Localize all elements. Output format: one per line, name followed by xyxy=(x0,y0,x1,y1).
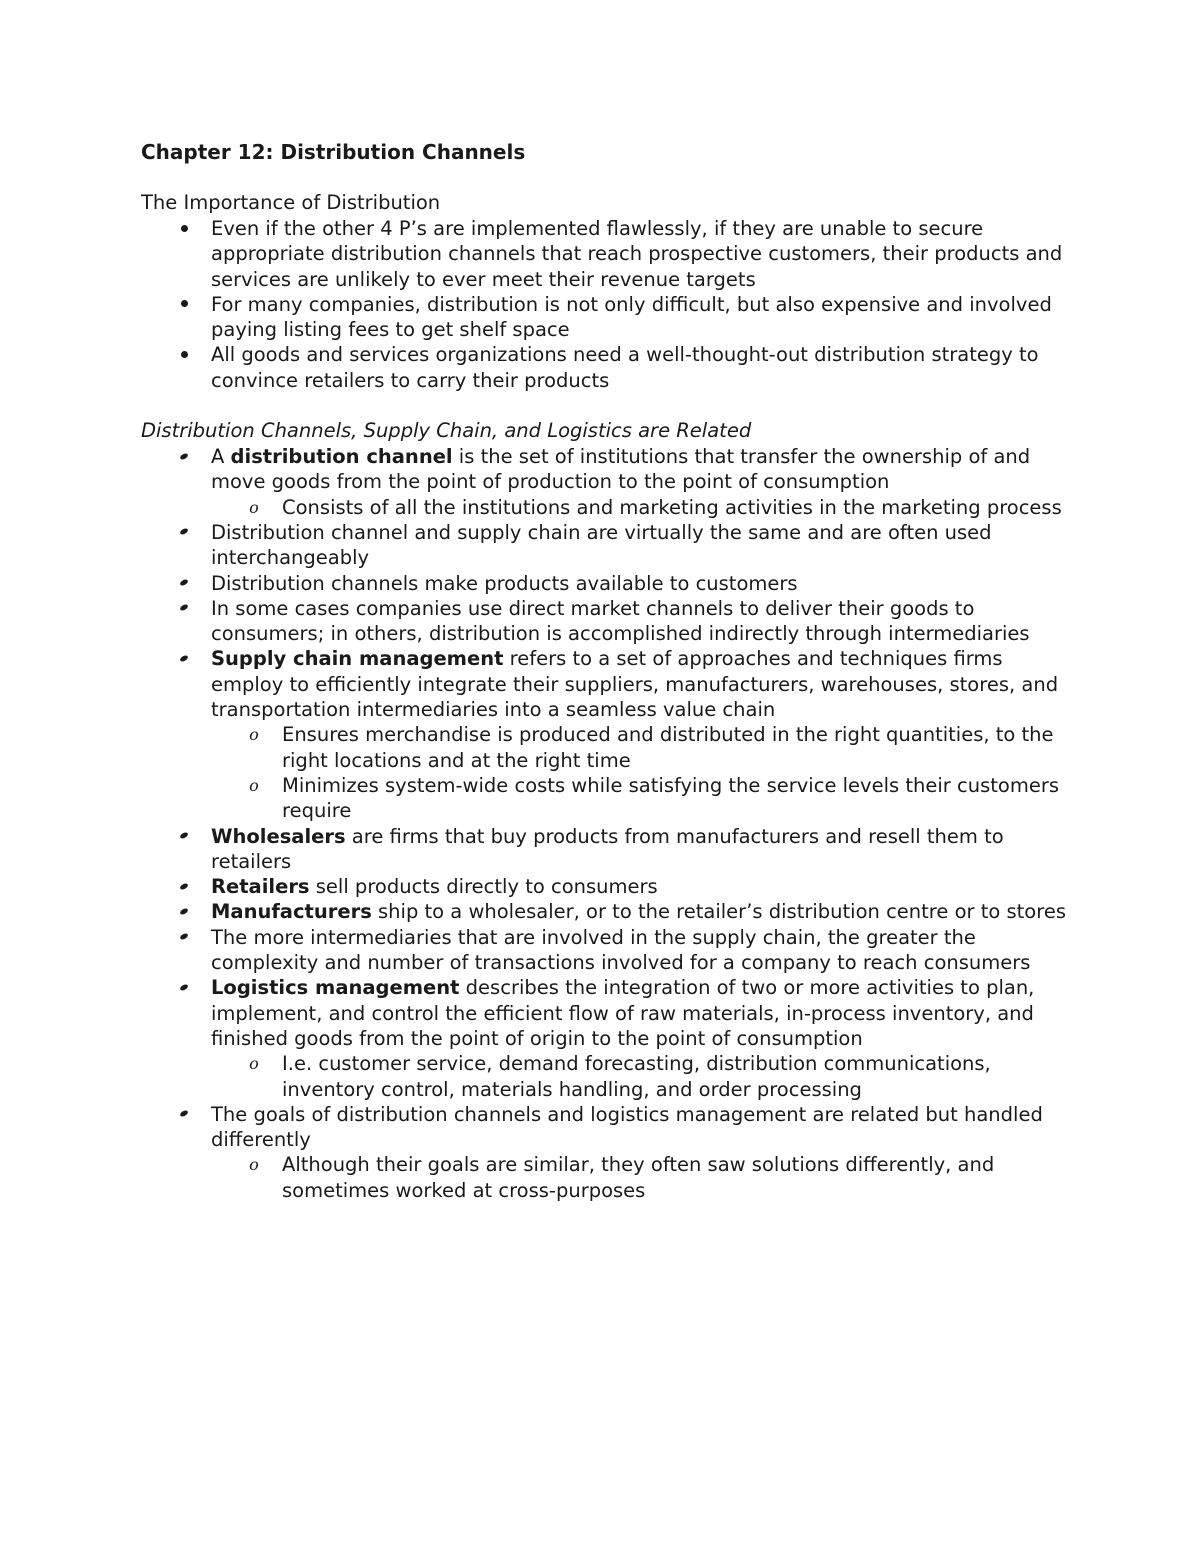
bullet-icon xyxy=(176,342,192,367)
section-heading-importance: The Importance of Distribution xyxy=(141,191,441,214)
sub-item-text: Ensures merchandise is produced and distributed in the right quantities, to the right locations and at the right time xyxy=(282,723,1054,772)
item-text: describes the integration of two or more activities to plan, implement, and control the efficient flow of raw materials, in-process inventory, and finished goods from the point of origin to the point of consumption xyxy=(211,976,1035,1050)
bullet-icon xyxy=(176,520,192,545)
item-text: is the set of institutions that transfer the ownership of and move goods from the point of production to the point of consumption xyxy=(211,445,1031,494)
bullet-icon xyxy=(176,899,192,924)
bullet-icon xyxy=(176,596,192,621)
sub-list xyxy=(211,495,1071,520)
list-item xyxy=(141,824,1071,875)
sub-bullet-icon: o xyxy=(249,497,259,517)
related-list xyxy=(141,444,1071,1203)
list-item xyxy=(141,899,1071,924)
list-item xyxy=(141,975,1071,1101)
sub-list-item xyxy=(211,773,1071,824)
page-title: Chapter 12: Distribution Channels xyxy=(141,140,526,164)
list-item xyxy=(141,520,1071,571)
sub-item-text: Minimizes system-wide costs while satisfying the service levels their customers require xyxy=(282,773,1059,823)
sub-list-item xyxy=(211,722,1071,773)
sub-bullet-icon: o xyxy=(249,725,259,745)
term-bold: Supply chain management xyxy=(211,647,504,671)
sub-bullet-icon: o xyxy=(249,1054,259,1074)
bullet-icon xyxy=(176,874,192,899)
term-bold: Wholesalers xyxy=(211,824,346,848)
bullet-icon xyxy=(176,216,192,241)
item-text: The goals of distribution channels and logistics management are related but handled differently xyxy=(211,1102,1043,1152)
sub-list xyxy=(211,1152,1071,1203)
sub-list-item xyxy=(211,495,1071,520)
list-item xyxy=(141,444,1071,520)
bullet-icon xyxy=(176,1102,192,1127)
bullet-icon xyxy=(176,444,192,469)
sub-item-text: Although their goals are similar, they often saw solutions differently, and sometimes worked at cross-purposes xyxy=(282,1153,995,1202)
sub-bullet-icon: o xyxy=(249,775,259,795)
item-text: The more intermediaries that are involved in the supply chain, the greater the complexity and number of transactions involved for a company to reach consumers xyxy=(211,925,1031,975)
item-text: ship to a wholesaler, or to the retailer’s distribution centre or to stores xyxy=(371,900,1066,924)
sub-item-text: Consists of all the institutions and marketing activities in the marketing process xyxy=(282,495,1062,519)
item-prefix: A xyxy=(211,445,231,469)
bullet-icon xyxy=(176,925,192,950)
term-bold: Logistics management xyxy=(211,976,460,1000)
sub-list-item xyxy=(211,1152,1071,1203)
item-text: sell products directly to consumers xyxy=(309,875,658,899)
sub-list xyxy=(211,722,1071,823)
list-item: For many companies, distribution is not only difficult, but also expensive and involved paying listing fees to get shelf space xyxy=(141,292,1071,343)
sub-list-item xyxy=(211,1051,1071,1102)
item-text: In some cases companies use direct market channels to deliver their goods to consumers; in others, distribution is accomplished indirectly through intermediaries xyxy=(211,596,1030,646)
importance-list xyxy=(141,216,1071,393)
bullet-icon xyxy=(176,646,192,671)
sub-item-text: I.e. customer service, demand forecasting, distribution communications, inventory control, materials handling, and order processing xyxy=(282,1052,991,1101)
list-item xyxy=(141,571,1071,596)
bullet-icon xyxy=(176,824,192,849)
bullet-icon xyxy=(176,571,192,596)
section-heading-related: Distribution Channels, Supply Chain, and Logistics are Related xyxy=(141,419,752,443)
list-item: All goods and services organizations need a well-thought-out distribution strategy to convince retailers to carry their products xyxy=(141,342,1071,393)
bullet-icon xyxy=(176,975,192,1000)
list-item xyxy=(141,925,1071,976)
list-item xyxy=(141,1102,1071,1203)
list-item: Even if the other 4 P’s are implemented flawlessly, if they are unable to secure appropriate distribution channels that reach prospective customers, their products and services are unlikely to ever meet their revenue targets xyxy=(141,216,1071,292)
item-text: are firms that buy products from manufacturers and resell them to retailers xyxy=(211,824,1004,873)
bullet-icon xyxy=(176,292,192,317)
sub-list xyxy=(211,1051,1071,1102)
item-text: Distribution channel and supply chain are virtually the same and are often used interchangeably xyxy=(211,520,992,570)
item-text: refers to a set of approaches and techniques firms employ to efficiently integrate their suppliers, manufacturers, warehouses, stores, and transportation intermediaries into a seamless value chain xyxy=(211,647,1059,722)
document-page xyxy=(141,139,1071,1203)
list-item xyxy=(141,596,1071,647)
item-text: Distribution channels make products available to customers xyxy=(211,571,798,595)
term-bold: Manufacturers xyxy=(211,900,372,924)
term-bold: distribution channel xyxy=(230,445,453,469)
list-item xyxy=(141,874,1071,899)
list-item xyxy=(141,646,1071,823)
term-bold: Retailers xyxy=(211,875,310,899)
sub-bullet-icon: o xyxy=(249,1155,259,1175)
